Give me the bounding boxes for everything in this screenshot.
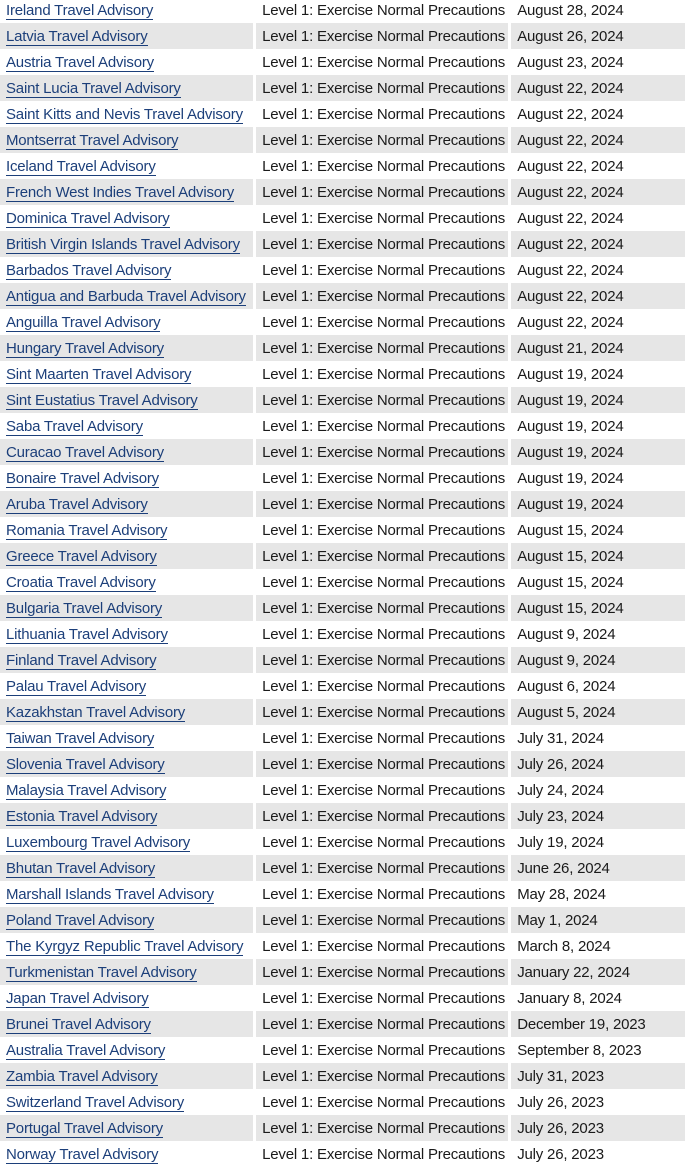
- advisory-link[interactable]: Switzerland Travel Advisory: [6, 1093, 185, 1111]
- advisory-link[interactable]: Bulgaria Travel Advisory: [6, 599, 163, 617]
- advisory-date: August 21, 2024: [511, 335, 685, 361]
- table-row: [0, 959, 685, 985]
- table-row: [0, 335, 685, 361]
- table-row: [0, 1141, 685, 1167]
- advisory-link[interactable]: Austria Travel Advisory: [6, 53, 154, 71]
- advisory-cell: [0, 933, 253, 959]
- advisory-cell: [0, 0, 253, 23]
- advisory-link[interactable]: Australia Travel Advisory: [6, 1041, 166, 1059]
- advisory-date: July 24, 2024: [517, 781, 604, 799]
- advisory-level: Level 1: Exercise Normal Precautions: [256, 907, 508, 933]
- advisory-link[interactable]: Sint Maarten Travel Advisory: [6, 365, 192, 383]
- advisory-cell: [0, 803, 253, 829]
- advisory-cell: [0, 283, 253, 309]
- advisory-date: August 22, 2024: [511, 127, 685, 153]
- advisory-link[interactable]: British Virgin Islands Travel Advisory: [6, 235, 240, 253]
- advisory-date: August 22, 2024: [517, 105, 624, 123]
- advisory-link[interactable]: Brunei Travel Advisory: [6, 1015, 151, 1033]
- advisory-date: August 19, 2024: [511, 387, 685, 413]
- advisory-link[interactable]: Barbados Travel Advisory: [6, 261, 172, 279]
- advisory-link[interactable]: French West Indies Travel Advisory: [6, 183, 235, 201]
- advisory-date: July 31, 2024: [517, 729, 604, 747]
- advisory-level: Level 1: Exercise Normal Precautions: [256, 231, 508, 257]
- advisory-level: Level 1: Exercise Normal Precautions: [256, 751, 508, 777]
- advisory-level: Level 1: Exercise Normal Precautions: [262, 1041, 506, 1059]
- advisory-cell: [0, 257, 253, 283]
- advisory-level: Level 1: Exercise Normal Precautions: [262, 625, 506, 643]
- advisory-level: Level 1: Exercise Normal Precautions: [262, 1, 506, 19]
- table-row: [0, 647, 685, 673]
- advisory-cell: [0, 829, 253, 855]
- advisory-link[interactable]: Saint Kitts and Nevis Travel Advisory: [6, 105, 243, 123]
- advisory-level: Level 1: Exercise Normal Precautions: [262, 885, 506, 903]
- advisory-link[interactable]: Kazakhstan Travel Advisory: [6, 703, 186, 721]
- table-row: [0, 231, 685, 257]
- advisory-date: July 26, 2023: [517, 1093, 604, 1111]
- advisory-level: Level 1: Exercise Normal Precautions: [256, 699, 508, 725]
- table-row: [0, 803, 685, 829]
- advisory-level: Level 1: Exercise Normal Precautions: [262, 521, 506, 539]
- advisory-date: August 9, 2024: [517, 625, 616, 643]
- advisory-level: Level 1: Exercise Normal Precautions: [262, 365, 506, 383]
- advisory-level: Level 1: Exercise Normal Precautions: [256, 283, 508, 309]
- table-row: [0, 569, 685, 595]
- advisory-cell: [0, 205, 253, 231]
- advisory-date: August 9, 2024: [511, 647, 685, 673]
- advisory-link[interactable]: The Kyrgyz Republic Travel Advisory: [6, 937, 244, 955]
- advisory-date: August 15, 2024: [517, 521, 624, 539]
- advisory-link[interactable]: Bhutan Travel Advisory: [6, 859, 156, 877]
- advisory-cell: [0, 1011, 253, 1037]
- advisory-cell: [0, 1141, 253, 1167]
- advisory-level: Level 1: Exercise Normal Precautions: [256, 803, 508, 829]
- table-row: [0, 127, 685, 153]
- advisory-level: Level 1: Exercise Normal Precautions: [262, 1093, 506, 1111]
- advisory-level: Level 1: Exercise Normal Precautions: [262, 677, 506, 695]
- table-row: [0, 465, 685, 491]
- advisory-cell: [0, 699, 253, 725]
- advisory-level: Level 1: Exercise Normal Precautions: [262, 989, 506, 1007]
- advisory-cell: [0, 881, 253, 907]
- advisory-link[interactable]: Antigua and Barbuda Travel Advisory: [6, 287, 246, 305]
- advisory-cell: [0, 1089, 253, 1115]
- advisory-date: July 26, 2023: [511, 1115, 685, 1141]
- advisory-date: August 22, 2024: [511, 75, 685, 101]
- advisory-date: July 23, 2024: [511, 803, 685, 829]
- advisory-date: August 22, 2024: [517, 313, 624, 331]
- advisory-cell: [0, 413, 253, 439]
- advisory-link[interactable]: Portugal Travel Advisory: [6, 1119, 163, 1137]
- advisory-level: Level 1: Exercise Normal Precautions: [262, 261, 506, 279]
- advisory-date: July 19, 2024: [517, 833, 604, 851]
- table-row: [0, 1115, 685, 1141]
- advisory-level: Level 1: Exercise Normal Precautions: [262, 781, 506, 799]
- advisory-cell: [0, 1037, 253, 1063]
- advisory-link[interactable]: Saint Lucia Travel Advisory: [6, 79, 181, 97]
- advisory-cell: [0, 101, 253, 127]
- table-row: [0, 621, 685, 647]
- advisory-cell: [0, 725, 253, 751]
- advisory-cell: [0, 985, 253, 1011]
- table-row: [0, 881, 685, 907]
- advisory-link[interactable]: Bonaire Travel Advisory: [6, 469, 159, 487]
- advisory-cell: [0, 387, 253, 413]
- advisory-level: Level 1: Exercise Normal Precautions: [256, 595, 508, 621]
- advisory-link[interactable]: Estonia Travel Advisory: [6, 807, 158, 825]
- advisory-link[interactable]: Turkmenistan Travel Advisory: [6, 963, 197, 981]
- table-row: [0, 1089, 685, 1115]
- advisory-cell: [0, 361, 253, 387]
- advisory-date: August 15, 2024: [511, 543, 685, 569]
- advisory-level: Level 1: Exercise Normal Precautions: [256, 23, 508, 49]
- advisory-link[interactable]: Saba Travel Advisory: [6, 417, 143, 435]
- advisory-date: August 19, 2024: [517, 417, 624, 435]
- advisory-link[interactable]: Marshall Islands Travel Advisory: [6, 885, 214, 903]
- advisory-date: June 26, 2024: [511, 855, 685, 881]
- advisory-date: August 22, 2024: [517, 261, 624, 279]
- table-row: [0, 517, 685, 543]
- advisory-link[interactable]: Iceland Travel Advisory: [6, 157, 156, 175]
- advisory-link[interactable]: Greece Travel Advisory: [6, 547, 157, 565]
- advisory-date: August 28, 2024: [517, 1, 624, 19]
- advisory-cell: [0, 179, 253, 205]
- advisory-cell: [0, 621, 253, 647]
- advisory-link[interactable]: Croatia Travel Advisory: [6, 573, 156, 591]
- advisory-date: September 8, 2023: [517, 1041, 642, 1059]
- advisory-level: Level 1: Exercise Normal Precautions: [262, 53, 506, 71]
- advisory-cell: [0, 1115, 253, 1141]
- table-row: [0, 0, 685, 23]
- table-row: [0, 777, 685, 803]
- advisory-date: August 6, 2024: [517, 677, 616, 695]
- advisory-cell: [0, 309, 253, 335]
- advisory-link[interactable]: Sint Eustatius Travel Advisory: [6, 391, 198, 409]
- advisory-date: May 1, 2024: [511, 907, 685, 933]
- advisory-cell: [0, 1063, 253, 1089]
- advisory-level: Level 1: Exercise Normal Precautions: [256, 543, 508, 569]
- advisory-date: August 22, 2024: [511, 231, 685, 257]
- advisory-date: August 15, 2024: [517, 573, 624, 591]
- advisory-cell: [0, 439, 253, 465]
- advisory-cell: [0, 465, 253, 491]
- advisory-link[interactable]: Taiwan Travel Advisory: [6, 729, 155, 747]
- advisory-link[interactable]: Montserrat Travel Advisory: [6, 131, 179, 149]
- advisory-level: Level 1: Exercise Normal Precautions: [262, 157, 506, 175]
- advisory-date: July 26, 2024: [511, 751, 685, 777]
- table-row: [0, 153, 685, 179]
- advisory-level: Level 1: Exercise Normal Precautions: [262, 1145, 506, 1163]
- advisory-date: January 22, 2024: [511, 959, 685, 985]
- table-row: [0, 23, 685, 49]
- table-row: [0, 1037, 685, 1063]
- advisory-cell: [0, 855, 253, 881]
- advisory-cell: [0, 647, 253, 673]
- advisory-level: Level 1: Exercise Normal Precautions: [256, 855, 508, 881]
- table-row: [0, 387, 685, 413]
- table-row: [0, 361, 685, 387]
- advisory-cell: [0, 127, 253, 153]
- table-row: [0, 1011, 685, 1037]
- table-row: [0, 543, 685, 569]
- table-row: [0, 309, 685, 335]
- advisory-link[interactable]: Luxembourg Travel Advisory: [6, 833, 191, 851]
- advisory-level: Level 1: Exercise Normal Precautions: [256, 1063, 508, 1089]
- advisory-level: Level 1: Exercise Normal Precautions: [262, 573, 506, 591]
- advisory-link[interactable]: Lithuania Travel Advisory: [6, 625, 168, 643]
- advisory-cell: [0, 907, 253, 933]
- advisory-date: December 19, 2023: [511, 1011, 685, 1037]
- advisory-date: August 22, 2024: [511, 283, 685, 309]
- advisory-level: Level 1: Exercise Normal Precautions: [256, 647, 508, 673]
- table-row: [0, 985, 685, 1011]
- advisory-link[interactable]: Aruba Travel Advisory: [6, 495, 148, 513]
- table-row: [0, 699, 685, 725]
- advisory-cell: [0, 959, 253, 985]
- advisory-cell: [0, 543, 253, 569]
- advisory-level: Level 1: Exercise Normal Precautions: [262, 833, 506, 851]
- advisory-level: Level 1: Exercise Normal Precautions: [256, 127, 508, 153]
- advisory-link[interactable]: Romania Travel Advisory: [6, 521, 168, 539]
- table-row: [0, 101, 685, 127]
- advisory-link[interactable]: Zambia Travel Advisory: [6, 1067, 158, 1085]
- table-row: [0, 725, 685, 751]
- advisory-level: Level 1: Exercise Normal Precautions: [256, 439, 508, 465]
- table-row: [0, 595, 685, 621]
- advisory-link[interactable]: Dominica Travel Advisory: [6, 209, 170, 227]
- table-row: [0, 283, 685, 309]
- table-row: [0, 491, 685, 517]
- advisory-date: August 22, 2024: [517, 209, 624, 227]
- advisory-cell: [0, 777, 253, 803]
- advisory-cell: [0, 517, 253, 543]
- advisory-level: Level 1: Exercise Normal Precautions: [262, 209, 506, 227]
- advisory-date: August 23, 2024: [517, 53, 624, 71]
- advisory-link[interactable]: Poland Travel Advisory: [6, 911, 155, 929]
- advisory-cell: [0, 335, 253, 361]
- advisory-cell: [0, 75, 253, 101]
- advisory-level: Level 1: Exercise Normal Precautions: [262, 937, 506, 955]
- advisory-link[interactable]: Japan Travel Advisory: [6, 989, 149, 1007]
- table-row: [0, 751, 685, 777]
- advisory-cell: [0, 23, 253, 49]
- table-row: [0, 907, 685, 933]
- advisory-date: August 19, 2024: [511, 439, 685, 465]
- advisory-link[interactable]: Curacao Travel Advisory: [6, 443, 164, 461]
- advisory-link[interactable]: Ireland Travel Advisory: [6, 1, 154, 19]
- advisory-link[interactable]: Slovenia Travel Advisory: [6, 755, 165, 773]
- advisory-level: Level 1: Exercise Normal Precautions: [256, 959, 508, 985]
- advisory-cell: [0, 49, 253, 75]
- advisory-link[interactable]: Malaysia Travel Advisory: [6, 781, 167, 799]
- table-row: [0, 257, 685, 283]
- advisory-level: Level 1: Exercise Normal Precautions: [256, 335, 508, 361]
- table-row: [0, 75, 685, 101]
- advisory-link[interactable]: Latvia Travel Advisory: [6, 27, 148, 45]
- advisory-cell: [0, 673, 253, 699]
- advisory-date: May 28, 2024: [517, 885, 606, 903]
- advisory-link[interactable]: Palau Travel Advisory: [6, 677, 147, 695]
- table-row: [0, 829, 685, 855]
- advisory-cell: [0, 231, 253, 257]
- table-row: [0, 179, 685, 205]
- advisory-date: August 19, 2024: [517, 365, 624, 383]
- table-row: [0, 855, 685, 881]
- advisory-level: Level 1: Exercise Normal Precautions: [256, 1115, 508, 1141]
- table-row: [0, 413, 685, 439]
- advisory-cell: [0, 595, 253, 621]
- advisory-level: Level 1: Exercise Normal Precautions: [256, 75, 508, 101]
- advisory-date: March 8, 2024: [517, 937, 611, 955]
- advisory-date: August 26, 2024: [511, 23, 685, 49]
- advisory-link[interactable]: Anguilla Travel Advisory: [6, 313, 161, 331]
- advisory-cell: [0, 751, 253, 777]
- advisory-date: August 22, 2024: [517, 157, 624, 175]
- advisory-link[interactable]: Finland Travel Advisory: [6, 651, 157, 669]
- advisory-level: Level 1: Exercise Normal Precautions: [256, 1011, 508, 1037]
- advisory-cell: [0, 153, 253, 179]
- advisory-level: Level 1: Exercise Normal Precautions: [262, 417, 506, 435]
- advisory-cell: [0, 569, 253, 595]
- advisory-date: August 15, 2024: [511, 595, 685, 621]
- advisory-level: Level 1: Exercise Normal Precautions: [262, 469, 506, 487]
- advisory-date: July 26, 2023: [517, 1145, 604, 1163]
- advisory-level: Level 1: Exercise Normal Precautions: [256, 387, 508, 413]
- advisory-level: Level 1: Exercise Normal Precautions: [256, 179, 508, 205]
- advisory-date: August 19, 2024: [517, 469, 624, 487]
- table-row: [0, 673, 685, 699]
- table-row: [0, 1063, 685, 1089]
- table-row: [0, 439, 685, 465]
- advisory-date: January 8, 2024: [517, 989, 622, 1007]
- advisory-cell: [0, 491, 253, 517]
- advisory-date: August 22, 2024: [511, 179, 685, 205]
- advisory-date: August 19, 2024: [511, 491, 685, 517]
- advisory-link[interactable]: Hungary Travel Advisory: [6, 339, 164, 357]
- advisory-date: August 5, 2024: [511, 699, 685, 725]
- table-row: [0, 205, 685, 231]
- advisory-level: Level 1: Exercise Normal Precautions: [256, 491, 508, 517]
- table-row: [0, 933, 685, 959]
- table-row: [0, 49, 685, 75]
- advisory-link[interactable]: Norway Travel Advisory: [6, 1145, 159, 1163]
- advisory-date: July 31, 2023: [511, 1063, 685, 1089]
- advisory-level: Level 1: Exercise Normal Precautions: [262, 313, 506, 331]
- advisory-level: Level 1: Exercise Normal Precautions: [262, 105, 506, 123]
- advisory-level: Level 1: Exercise Normal Precautions: [262, 729, 506, 747]
